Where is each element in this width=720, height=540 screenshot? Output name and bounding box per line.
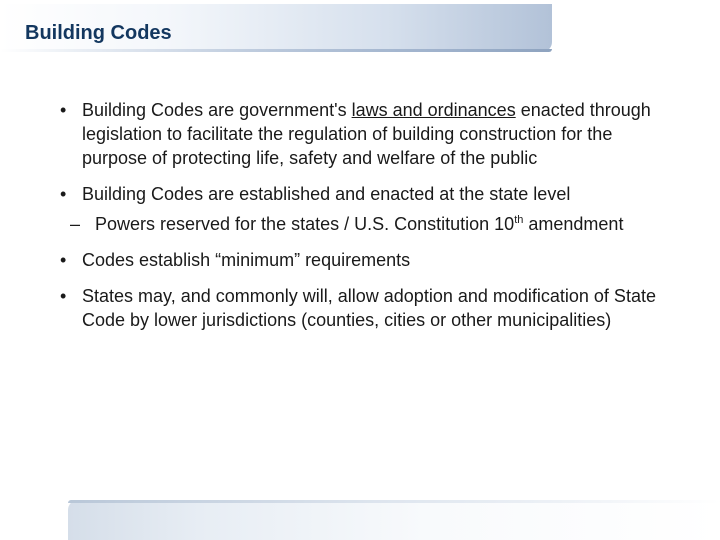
bullet-item-state-level [58,182,668,206]
footer-banner [68,500,720,540]
sub-bullet-text: amendment [523,214,624,234]
slide-title: Building Codes [25,22,172,44]
sub-bullet-text: Powers reserved for the states / U.S. Constitution 10 [95,214,515,234]
bullet-item-adoption [58,284,668,332]
bullet-text: Building Codes are established and enacted at the state level [82,184,571,204]
ordinal-suffix: th [514,214,524,226]
laws-and-ordinances-link[interactable]: laws and ordinances [351,100,516,120]
bullet-text: enacted through legislation to facilitate the regulation of building construction for the purpose of protecting life, safety and welfare of the public [82,100,651,168]
bullet-marker: • [60,250,67,270]
sub-bullet-item-powers [58,212,668,236]
bullet-item-minimum [58,248,668,272]
bullet-item-definition [58,98,668,170]
bullet-list [58,98,668,344]
bullet-text: Codes establish “minimum” requirements [82,250,411,270]
bullet-text: States may, and commonly will, allow adoption and modification of State Code by lower jurisdictions (counties, cities or other municipalities) [82,286,656,330]
title-banner [0,4,552,52]
bullet-marker: • [60,286,67,306]
bullet-marker: • [60,184,67,204]
bullet-text: Building Codes are government's [82,100,352,120]
bullet-marker: • [60,100,67,120]
sub-bullet-marker: – [70,214,81,234]
